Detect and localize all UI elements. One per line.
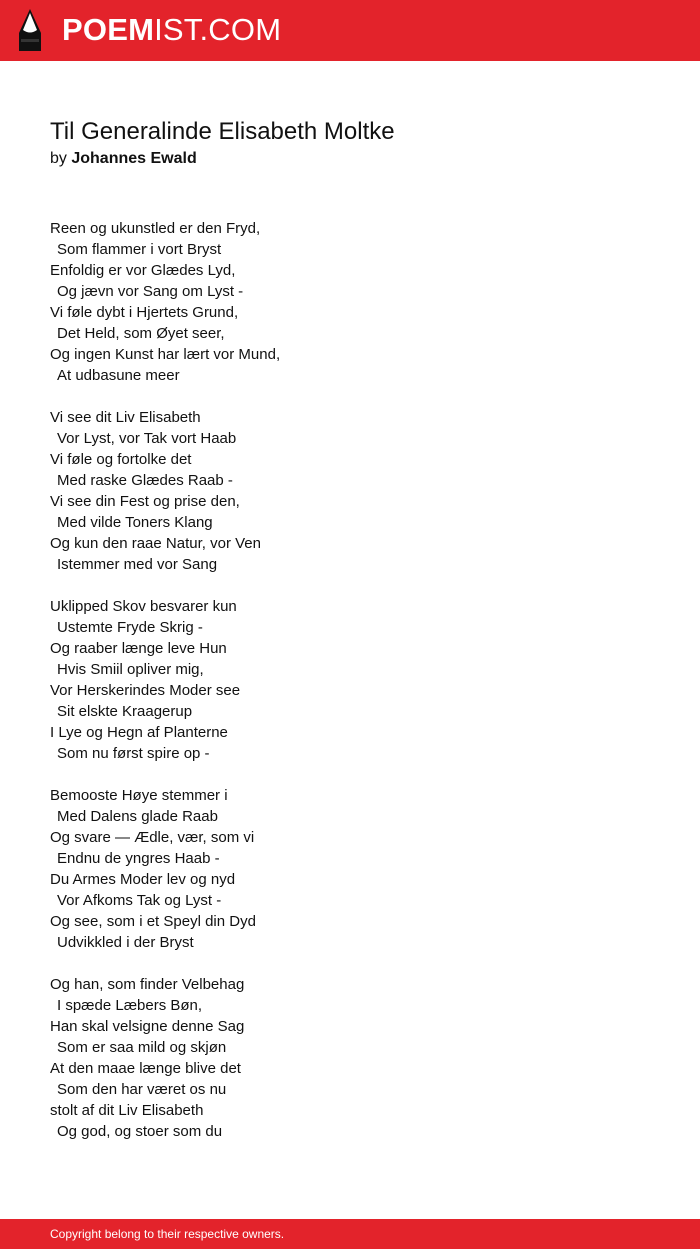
poem-stanza <box>50 785 280 953</box>
site-logo[interactable] <box>62 12 281 48</box>
poem-line: Vor Lyst, vor Tak vort Haab <box>57 430 237 447</box>
poem-line: Med Dalens glade Raab <box>57 808 218 825</box>
poem-line: At den maae længe blive det <box>50 1060 241 1077</box>
poem-line: Enfoldig er vor Glædes Lyd, <box>50 262 236 279</box>
poem-line: Endnu de yngres Haab - <box>57 850 220 867</box>
poem-line: Du Armes Moder lev og nyd <box>50 871 236 888</box>
poem-line: stolt af dit Liv Elisabeth <box>50 1102 204 1119</box>
poem-stanza <box>50 407 280 575</box>
poem-line: Og svare — Ædle, vær, som vi <box>50 829 255 846</box>
poem-line: Det Held, som Øyet seer, <box>57 325 225 342</box>
poem-line: Ustemte Fryde Skrig - <box>57 619 203 636</box>
poem-line: Som nu først spire op - <box>57 745 210 762</box>
poem-line: Istemmer med vor Sang <box>57 556 218 573</box>
poem-stanza <box>50 596 280 764</box>
poem-stanza <box>50 218 280 386</box>
poem-line: Vor Afkoms Tak og Lyst - <box>57 892 222 909</box>
copyright-text: Copyright belong to their respective owners. <box>50 1227 285 1241</box>
pencil-tip-icon <box>17 9 43 51</box>
poem-title: Til Generalinde Elisabeth Moltke <box>50 118 395 145</box>
poem-body <box>50 218 280 1142</box>
byline-prefix: by <box>50 150 67 167</box>
author-name: Johannes Ewald <box>71 150 197 167</box>
logo-brand-bold: POEM <box>62 12 155 47</box>
poem-line: I spæde Læbers Bøn, <box>57 997 203 1014</box>
poem-line: Vi føle dybt i Hjertets Grund, <box>50 304 239 321</box>
poem-line: Og god, og stoer som du <box>57 1123 223 1140</box>
poem-line: Hvis Smiil opliver mig, <box>57 661 204 678</box>
poem-line: Reen og ukunstled er den Fryd, <box>50 220 261 237</box>
poem-line: Vi føle og fortolke det <box>50 451 192 468</box>
poem-line: Sit elskte Kraagerup <box>57 703 193 720</box>
site-header <box>0 0 700 61</box>
poem-line: Og han, som finder Velbehag <box>50 976 245 993</box>
poem-line: Som er saa mild og skjøn <box>57 1039 227 1056</box>
poem-line: Og ingen Kunst har lært vor Mund, <box>50 346 281 363</box>
poem-stanza <box>50 974 280 1142</box>
poem-line: Udvikkled i der Bryst <box>57 934 194 951</box>
poem-line: Vi see din Fest og prise den, <box>50 493 240 510</box>
logo-brand-light: IST.COM <box>154 12 282 47</box>
poem-line: Han skal velsigne denne Sag <box>50 1018 245 1035</box>
poem-line: Med raske Glædes Raab - <box>57 472 233 489</box>
poem-line: Vi see dit Liv Elisabeth <box>50 409 201 426</box>
poem-line: Og jævn vor Sang om Lyst - <box>57 283 244 300</box>
poem-line: Bemooste Høye stemmer i <box>50 787 228 804</box>
poem-line: Som flammer i vort Bryst <box>57 241 222 258</box>
site-footer <box>0 1219 700 1249</box>
poem-line: Vor Herskerindes Moder see <box>50 682 241 699</box>
poem-line: Som den har været os nu <box>57 1081 227 1098</box>
byline <box>50 148 197 170</box>
poem-line: Og kun den raae Natur, vor Ven <box>50 535 261 552</box>
poem-line: I Lye og Hegn af Planterne <box>50 724 228 741</box>
poem-line: Uklipped Skov besvarer kun <box>50 598 237 615</box>
poem-line: Og see, som i et Speyl din Dyd <box>50 913 256 930</box>
poem-line: At udbasune meer <box>57 367 180 384</box>
poem-line: Og raaber længe leve Hun <box>50 640 227 657</box>
poem-line: Med vilde Toners Klang <box>57 514 213 531</box>
